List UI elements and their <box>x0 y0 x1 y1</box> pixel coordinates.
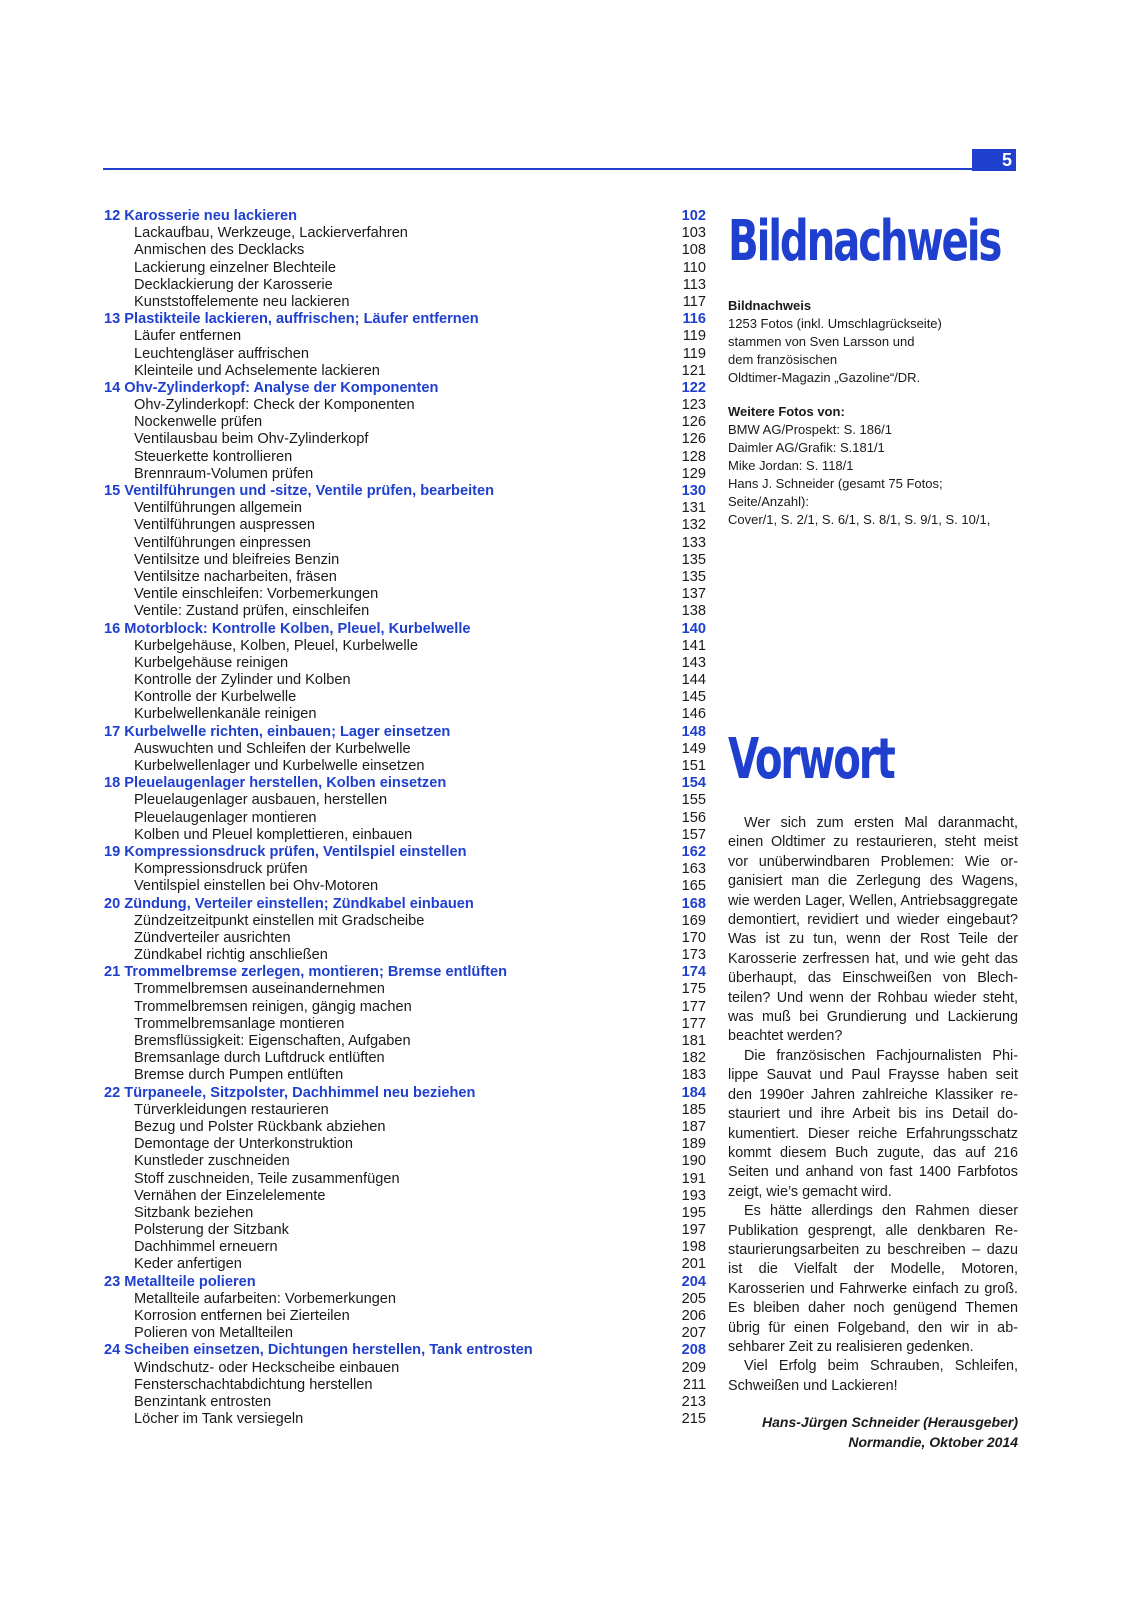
toc-entry <box>104 517 706 534</box>
toc-title: Bremsflüssigkeit: Eigenschaften, Aufgaben <box>134 1033 411 1049</box>
toc-page-number: 193 <box>681 1187 706 1204</box>
toc-entry <box>104 878 706 895</box>
toc-page-number: 141 <box>681 637 706 654</box>
toc-title: Korrosion entfernen bei Zierteilen <box>134 1308 350 1324</box>
toc-page-number: 148 <box>681 723 706 740</box>
toc-title: Sitzbank beziehen <box>134 1204 254 1221</box>
toc-page-number: 211 <box>682 1376 706 1393</box>
toc-entry <box>104 1016 706 1033</box>
more-photos-line: BMW AG/Prospekt: S. 186/1 <box>728 422 893 437</box>
toc-page-number: 122 <box>681 379 706 396</box>
credits-line: 1253 Fotos (inkl. Umschlagrückseite) <box>728 316 942 331</box>
toc-page-number: 154 <box>681 775 706 792</box>
toc-entry <box>104 827 706 844</box>
toc-entry <box>104 1171 706 1188</box>
toc-page-number: 149 <box>681 740 706 757</box>
toc-entry <box>104 1153 706 1170</box>
toc-title: Kurbelgehäuse, Kolben, Pleuel, Kurbelwelle <box>134 637 418 654</box>
toc-page-number: 191 <box>681 1170 706 1187</box>
toc-title: Ohv-Zylinderkopf: Check der Komponenten <box>134 397 415 414</box>
toc-title: Ventilführungen allgemein <box>134 500 302 517</box>
toc-page-number: 165 <box>681 878 706 895</box>
toc-title: Türverkleidungen restaurieren <box>134 1101 329 1118</box>
toc-page-number: 177 <box>681 998 706 1015</box>
toc-chapter <box>104 1085 706 1102</box>
toc-entry <box>104 260 706 277</box>
toc-page-number: 126 <box>681 431 706 448</box>
toc-title: Kunststoffelemente neu lackieren <box>134 293 350 310</box>
toc-entry <box>104 638 706 655</box>
toc-page-number: 138 <box>681 603 706 620</box>
foreword-heading: Vorwort <box>728 727 894 792</box>
toc-entry <box>104 1256 706 1273</box>
foreword-paragraph: Wer sich zum ersten Mal daranmacht, einen Oldtimer zu restaurieren, steht meist vor unüberwindbaren Problemen: Wie organisiert man die Zerlegung des Wagens, wie werden Lager, Wellen, Antriebsaggregate demontiert, revidiert und wieder eingebaut? Was ist zu tun, wenn der Rost Teile der Karosserie zerfressen hat, und wie geht das überhaupt, das Einschweißen von Blechteilen? Und wenn der Rohbau wieder steht, was muß bei Grundierung und Lackierung beachtet werden? <box>728 815 1018 1045</box>
foreword-body <box>728 814 1018 1396</box>
toc-page-number: 146 <box>681 706 706 723</box>
foreword-paragraph: Es hätte allerdings den Rahmen dieser Publikation gesprengt, alle denkbaren Restaurierungsarbeiten zu beschreiben – dazu ist die Vielfalt der Modelle, Motoren, Karosserien und Fahrwerke einfach zu groß. Es bleiben daher noch genügend Themen übrig für einen Folgeband, den wir in absehbarer Zeit zu realisieren gedenken. <box>728 1203 1018 1355</box>
toc-title: 23 Metallteile polieren <box>104 1273 256 1290</box>
toc-title: Trommelbremsen auseinandernehmen <box>134 981 385 998</box>
toc-title: Ventilausbau beim Ohv-Zylinderkopf <box>134 431 369 448</box>
toc-title: Leuchtengläser auffrischen <box>134 345 309 362</box>
toc-title: 16 Motorblock: Kontrolle Kolben, Pleuel, Kurbelwelle <box>104 620 471 637</box>
toc-entry <box>104 741 706 758</box>
toc-page-number: 156 <box>681 809 706 826</box>
toc-entry <box>104 431 706 448</box>
toc-entry <box>104 225 706 242</box>
toc-title: Kurbelgehäuse reinigen <box>134 654 289 671</box>
toc-title: Keder anfertigen <box>134 1256 242 1273</box>
toc-entry <box>104 1205 706 1222</box>
toc-page-number: 103 <box>681 225 706 242</box>
toc-page-number: 121 <box>681 362 706 379</box>
toc-chapter <box>104 380 706 397</box>
toc-chapter <box>104 483 706 500</box>
toc-entry <box>104 500 706 517</box>
toc-entry <box>104 1102 706 1119</box>
toc-entry <box>104 913 706 930</box>
toc-page-number: 116 <box>682 311 706 328</box>
toc-entry <box>104 328 706 345</box>
toc-page-number: 128 <box>681 448 706 465</box>
toc-page-number: 189 <box>681 1136 706 1153</box>
toc-page-number: 110 <box>682 259 706 276</box>
toc-entry <box>104 1188 706 1205</box>
toc-page-number: 143 <box>681 654 706 671</box>
toc-page-number: 151 <box>681 758 706 774</box>
credits-line: Oldtimer-Magazin „Gazoline“/DR. <box>728 370 921 385</box>
toc-page-number: 137 <box>681 586 706 603</box>
toc-entry <box>104 1050 706 1067</box>
toc-page-number: 201 <box>681 1256 706 1273</box>
toc-page-number: 131 <box>681 500 706 517</box>
toc-entry <box>104 689 706 706</box>
table-of-contents <box>104 208 706 1428</box>
toc-title: 17 Kurbelwelle richten, einbauen; Lager einsetzen <box>104 723 451 740</box>
toc-title: Kurbelwellenlager und Kurbelwelle einsetzen <box>134 758 425 774</box>
toc-title: Lackaufbau, Werkzeuge, Lackierverfahren <box>134 225 408 242</box>
toc-title: Trommelbremsanlage montieren <box>134 1015 345 1032</box>
toc-entry <box>104 569 706 586</box>
toc-title: Demontage der Unterkonstruktion <box>134 1136 354 1153</box>
toc-entry <box>104 466 706 483</box>
credits-body <box>728 297 1018 529</box>
toc-page-number: 183 <box>681 1067 706 1084</box>
toc-entry <box>104 1377 706 1394</box>
toc-title: Zündzeitzeitpunkt einstellen mit Gradscheibe <box>134 912 425 929</box>
toc-page-number: 170 <box>681 929 706 946</box>
toc-entry <box>104 552 706 569</box>
toc-page-number: 123 <box>681 397 706 414</box>
toc-entry <box>104 1394 706 1411</box>
toc-entry <box>104 947 706 964</box>
toc-entry <box>104 1308 706 1325</box>
toc-page-number: 102 <box>681 208 706 224</box>
toc-page-number: 163 <box>681 861 706 878</box>
toc-page-number: 187 <box>681 1118 706 1135</box>
toc-page-number: 140 <box>681 620 706 637</box>
toc-page-number: 157 <box>681 826 706 843</box>
toc-title: Dachhimmel erneuern <box>134 1239 278 1256</box>
more-photos-heading: Weitere Fotos von: <box>728 404 845 419</box>
toc-title: Ventilsitze nacharbeiten, fräsen <box>134 568 337 585</box>
signature-place: Normandie, Oktober 2014 <box>848 1434 1018 1451</box>
toc-title: Polsterung der Sitzbank <box>134 1222 289 1239</box>
foreword-paragraph: Die französischen Fachjournalisten Philippe Sauvat und Paul Fraysse haben seit den 1990er Jahren zahlreiche Klassiker restauriert und ihre Arbeit bis ins Detail dokumentiert. Dieser reiche Erfahrungsschatz kommt diesem Buch zugute, das auf 216 Seiten und anhand von fast 1400 Farbfotos zeigt, wie’s gemacht wird. <box>728 1047 1018 1200</box>
toc-entry <box>104 758 706 775</box>
toc-title: Auswuchten und Schleifen der Kurbelwelle <box>134 740 411 757</box>
toc-chapter <box>104 311 706 328</box>
toc-chapter <box>104 964 706 981</box>
toc-title: Fensterschachtabdichtung herstellen <box>134 1376 373 1393</box>
toc-title: 24 Scheiben einsetzen, Dichtungen herstellen, Tank entrosten <box>104 1342 533 1359</box>
toc-page-number: 215 <box>681 1411 706 1428</box>
right-column <box>728 210 1018 1452</box>
toc-page-number: 185 <box>681 1101 706 1118</box>
toc-page-number: 173 <box>681 947 706 964</box>
toc-page-number: 135 <box>681 551 706 568</box>
toc-chapter <box>104 1274 706 1291</box>
toc-page-number: 155 <box>681 792 706 809</box>
toc-title: Steuerkette kontrollieren <box>134 448 293 465</box>
toc-page-number: 174 <box>681 964 706 981</box>
toc-entry <box>104 414 706 431</box>
toc-entry <box>104 1360 706 1377</box>
toc-entry <box>104 792 706 809</box>
toc-title: 22 Türpaneele, Sitzpolster, Dachhimmel neu beziehen <box>104 1084 476 1101</box>
toc-page-number: 197 <box>681 1222 706 1239</box>
signature <box>728 1412 1018 1452</box>
toc-page-number: 206 <box>681 1308 706 1324</box>
toc-title: Bremse durch Pumpen entlüften <box>134 1067 344 1084</box>
toc-title: Bremsanlage durch Luftdruck entlüften <box>134 1050 385 1067</box>
toc-entry <box>104 1033 706 1050</box>
more-photos-line: Hans J. Schneider (gesamt 75 Fotos; <box>728 476 943 491</box>
foreword-section <box>728 728 1018 1452</box>
toc-title: Vernähen der Einzelelemente <box>134 1187 326 1204</box>
toc-page-number: 145 <box>681 689 706 706</box>
toc-entry <box>104 449 706 466</box>
more-photos-line: Daimler AG/Grafik: S.181/1 <box>728 440 885 455</box>
toc-entry <box>104 1291 706 1308</box>
toc-page-number: 119 <box>682 345 706 362</box>
toc-entry <box>104 981 706 998</box>
toc-entry <box>104 1325 706 1342</box>
toc-title: Läufer entfernen <box>134 328 242 345</box>
toc-title: Anmischen des Decklacks <box>134 242 305 259</box>
toc-title: Kompressionsdruck prüfen <box>134 861 308 878</box>
toc-title: Brennraum-Volumen prüfen <box>134 465 314 482</box>
toc-page-number: 209 <box>681 1359 706 1376</box>
toc-chapter <box>104 896 706 913</box>
toc-title: Kurbelwellenkanäle reinigen <box>134 706 317 723</box>
toc-entry <box>104 242 706 259</box>
toc-title: 20 Zündung, Verteiler einstellen; Zündkabel einbauen <box>104 895 474 912</box>
toc-page-number: 175 <box>681 981 706 998</box>
credits-subheading: Bildnachweis <box>728 298 812 313</box>
toc-entry <box>104 810 706 827</box>
toc-page-number: 162 <box>681 843 706 860</box>
toc-chapter <box>104 844 706 861</box>
toc-entry <box>104 655 706 672</box>
toc-title: Ventile: Zustand prüfen, einschleifen <box>134 603 370 620</box>
toc-title: 12 Karosserie neu lackieren <box>104 208 298 224</box>
toc-entry <box>104 1239 706 1256</box>
toc-title: Kontrolle der Kurbelwelle <box>134 689 297 706</box>
toc-entry <box>104 1067 706 1084</box>
toc-entry <box>104 1222 706 1239</box>
toc-page-number: 133 <box>681 534 706 551</box>
toc-entry <box>104 861 706 878</box>
toc-title: 15 Ventilführungen und -sitze, Ventile prüfen, bearbeiten <box>104 483 495 499</box>
toc-entry <box>104 397 706 414</box>
toc-title: Windschutz- oder Heckscheibe einbauen <box>134 1359 400 1376</box>
toc-page-number: 144 <box>681 672 706 689</box>
toc-entry <box>104 1119 706 1136</box>
toc-page-number: 135 <box>681 568 706 585</box>
toc-page-number: 119 <box>682 328 706 345</box>
toc-chapter <box>104 621 706 638</box>
toc-page-number: 207 <box>681 1325 706 1342</box>
toc-title: Decklackierung der Karosserie <box>134 276 333 293</box>
toc-page-number: 130 <box>681 483 706 499</box>
toc-entry <box>104 363 706 380</box>
more-photos-line: Cover/1, S. 2/1, S. 6/1, S. 8/1, S. 9/1, S. 10/1, <box>728 512 991 527</box>
toc-page-number: 113 <box>682 276 706 293</box>
toc-entry <box>104 999 706 1016</box>
toc-title: Löcher im Tank versiegeln <box>134 1411 304 1428</box>
toc-entry <box>104 1411 706 1428</box>
toc-page-number: 132 <box>681 517 706 534</box>
foreword-paragraph: Viel Erfolg beim Schrauben, Schleifen, Schweißen und Lackieren! <box>728 1358 1018 1394</box>
toc-title: Kleinteile und Achselemente lackieren <box>134 362 380 379</box>
more-photos-line: Mike Jordan: S. 118/1 <box>728 458 854 473</box>
toc-title: Zündverteiler ausrichten <box>134 929 291 946</box>
toc-page-number: 198 <box>681 1239 706 1256</box>
toc-title: Kolben und Pleuel komplettieren, einbauen <box>134 826 413 843</box>
toc-title: Trommelbremsen reinigen, gängig machen <box>134 998 412 1015</box>
toc-title: Pleuelaugenlager montieren <box>134 809 317 826</box>
toc-chapter <box>104 1342 706 1359</box>
toc-title: Lackierung einzelner Blechteile <box>134 259 337 276</box>
credits-line: dem französischen <box>728 352 838 367</box>
toc-page-number: 195 <box>681 1204 706 1221</box>
toc-page-number: 204 <box>681 1273 706 1290</box>
toc-title: Nockenwelle prüfen <box>134 414 263 431</box>
toc-chapter <box>104 208 706 225</box>
toc-title: 14 Ohv-Zylinderkopf: Analyse der Komponenten <box>104 379 439 396</box>
toc-page-number: 129 <box>681 465 706 482</box>
toc-chapter <box>104 775 706 792</box>
toc-title: Polieren von Metallteilen <box>134 1325 293 1342</box>
toc-chapter <box>104 724 706 741</box>
credits-heading: Bildnachweis <box>728 209 1001 274</box>
more-photos-line: Seite/Anzahl): <box>728 494 809 509</box>
signature-name: Hans-Jürgen Schneider (Herausgeber) <box>762 1414 1018 1431</box>
toc-entry <box>104 586 706 603</box>
toc-title: Ventilführungen auspressen <box>134 517 315 534</box>
page-number: 5 <box>972 149 1016 171</box>
toc-entry <box>104 535 706 552</box>
toc-title: Ventilsitze und bleifreies Benzin <box>134 551 340 568</box>
header-rule <box>103 168 977 170</box>
toc-entry <box>104 277 706 294</box>
toc-entry <box>104 603 706 620</box>
toc-title: 21 Trommelbremse zerlegen, montieren; Bremse entlüften <box>104 964 508 981</box>
toc-page-number: 182 <box>681 1050 706 1067</box>
toc-title: Zündkabel richtig anschließen <box>134 947 328 964</box>
toc-title: Kontrolle der Zylinder und Kolben <box>134 672 351 689</box>
toc-title: Benzintank entrosten <box>134 1393 272 1410</box>
credits-section <box>728 210 1018 710</box>
toc-title: Pleuelaugenlager ausbauen, herstellen <box>134 792 388 809</box>
toc-page-number: 181 <box>681 1033 706 1049</box>
toc-title: 19 Kompressionsdruck prüfen, Ventilspiel einstellen <box>104 843 467 860</box>
toc-entry <box>104 706 706 723</box>
toc-page-number: 205 <box>681 1290 706 1307</box>
toc-title: Ventilführungen einpressen <box>134 534 311 551</box>
toc-entry <box>104 294 706 311</box>
credits-line: stammen von Sven Larsson und <box>728 334 915 349</box>
toc-title: 13 Plastikteile lackieren, auffrischen; Läufer entfernen <box>104 311 479 328</box>
toc-title: 18 Pleuelaugenlager herstellen, Kolben einsetzen <box>104 775 447 792</box>
toc-title: Metallteile aufarbeiten: Vorbemerkungen <box>134 1290 397 1307</box>
toc-page-number: 168 <box>681 895 706 912</box>
toc-page-number: 126 <box>681 414 706 431</box>
toc-entry <box>104 346 706 363</box>
toc-page-number: 108 <box>681 242 706 259</box>
toc-title: Bezug und Polster Rückbank abziehen <box>134 1118 386 1135</box>
toc-page-number: 190 <box>681 1153 706 1170</box>
toc-title: Stoff zuschneiden, Teile zusammenfügen <box>134 1170 400 1187</box>
toc-entry <box>104 930 706 947</box>
toc-page-number: 169 <box>681 912 706 929</box>
toc-title: Kunstleder zuschneiden <box>134 1153 290 1170</box>
toc-page-number: 177 <box>681 1015 706 1032</box>
toc-page-number: 184 <box>681 1084 706 1101</box>
toc-entry <box>104 1136 706 1153</box>
toc-title: Ventile einschleifen: Vorbemerkungen <box>134 586 379 603</box>
toc-page-number: 213 <box>681 1393 706 1410</box>
toc-entry <box>104 672 706 689</box>
toc-page-number: 117 <box>682 293 706 310</box>
toc-page-number: 208 <box>681 1342 706 1359</box>
toc-title: Ventilspiel einstellen bei Ohv-Motoren <box>134 878 379 895</box>
